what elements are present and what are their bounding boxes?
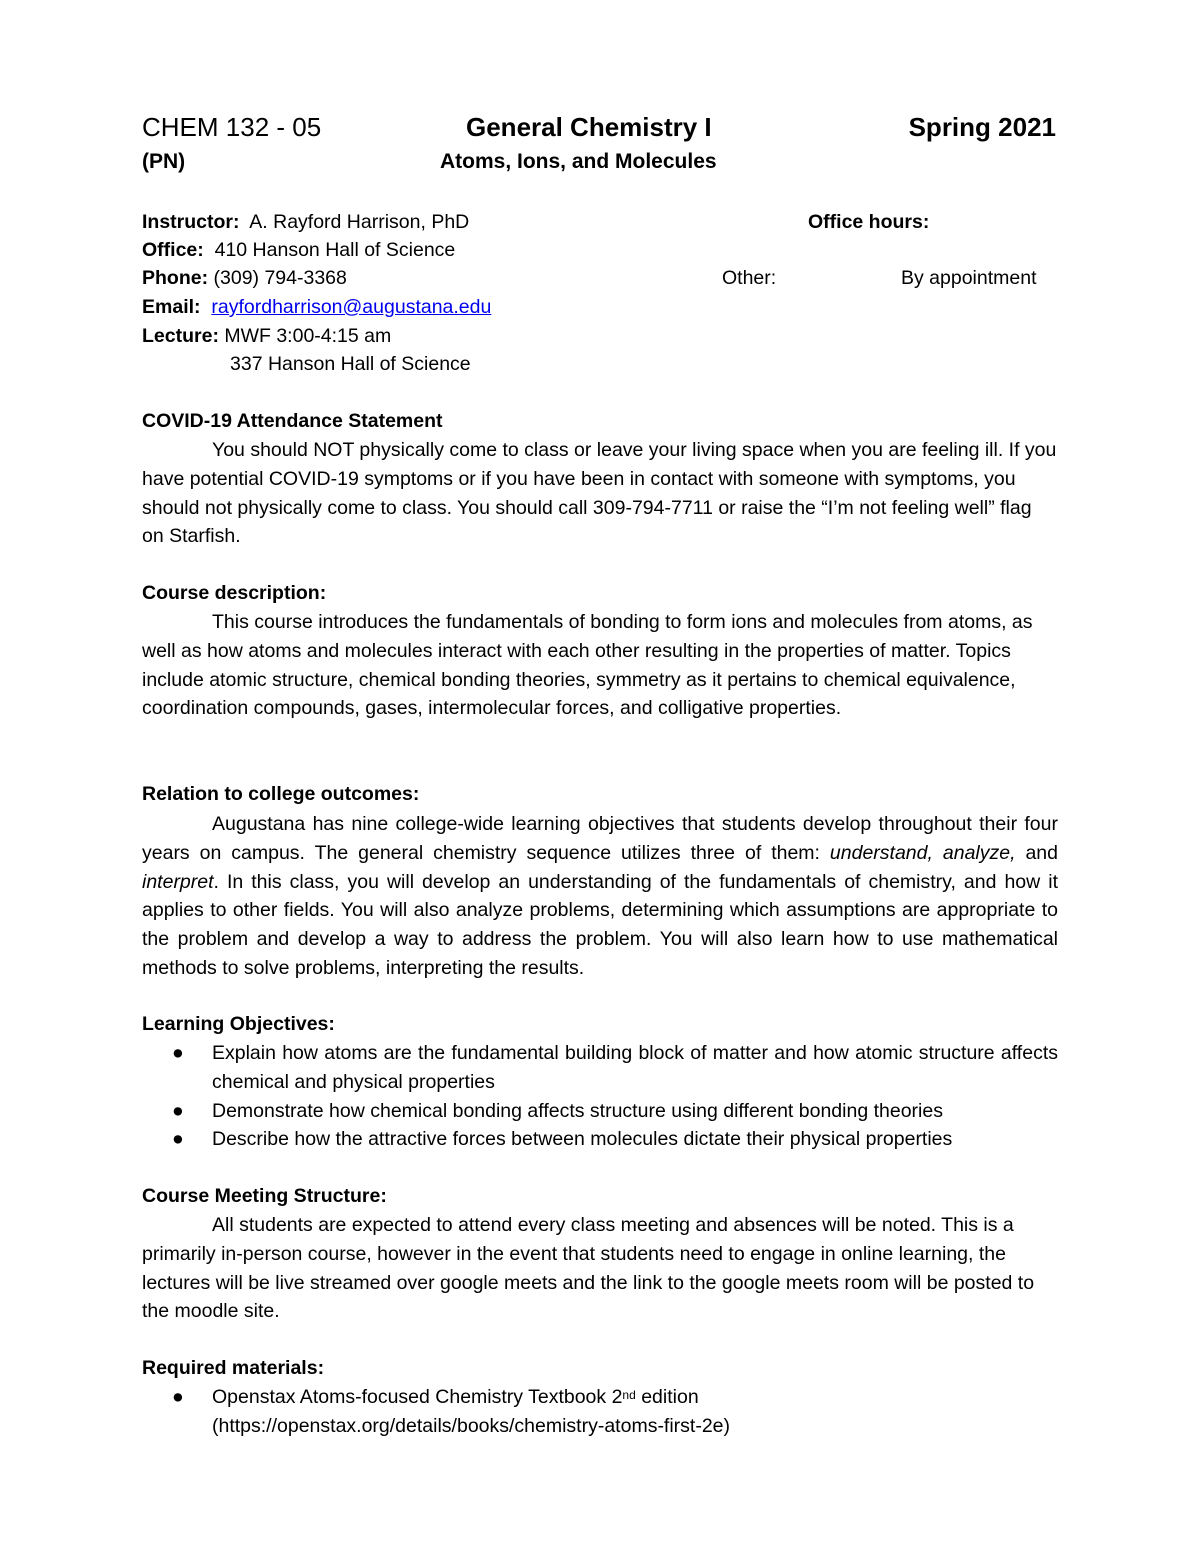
outcome-understand: understand, xyxy=(829,841,933,864)
material-url: (https://openstax.org/details/books/chemistry-atoms-first-2e) xyxy=(212,1414,731,1437)
description-paragraph xyxy=(142,608,1058,723)
material-text: Openstax Atoms-focused Chemistry Textbook 2 xyxy=(212,1386,623,1408)
meeting-body: All students are expected to attend every class meeting and absences will be noted. This is a primarily in-person course, however in the event that students need to engage in online learning, the lectures will be live streamed over google meets and the link to the google meets room will be posted to the moodle site. xyxy=(142,1214,1035,1323)
instructor-label: Instructor: xyxy=(142,211,240,233)
outcomes-and: and xyxy=(1015,841,1059,864)
course-title: General Chemistry I xyxy=(466,112,712,142)
description-heading: Course description: xyxy=(142,582,327,604)
lecture-label: Lecture: xyxy=(142,325,219,347)
objective-text: Explain how atoms are the fundamental building block of matter and how atomic structure affects chemical and physical properties xyxy=(212,1042,1058,1093)
objectives-list xyxy=(142,1039,1058,1154)
instructor-value: A. Rayford Harrison, PhD xyxy=(249,211,470,233)
office-line xyxy=(142,239,455,262)
bullet-icon: ● xyxy=(172,1128,184,1151)
covid-paragraph xyxy=(142,436,1058,551)
outcome-analyze: analyze, xyxy=(942,841,1016,864)
course-term: Spring 2021 xyxy=(908,112,1056,142)
list-item xyxy=(142,1125,1058,1154)
meeting-heading: Course Meeting Structure: xyxy=(142,1185,387,1207)
material-after: edition xyxy=(635,1386,699,1408)
outcomes-paragraph xyxy=(142,810,1058,983)
instructor-line xyxy=(142,211,469,234)
outcomes-heading: Relation to college outcomes: xyxy=(142,783,420,805)
office-value: 410 Hanson Hall of Science xyxy=(214,239,456,261)
email-link[interactable]: rayfordharrison@augustana.edu xyxy=(211,296,492,318)
materials-heading: Required materials: xyxy=(142,1357,325,1379)
office-hours-label: Office hours: xyxy=(808,211,930,233)
email-line xyxy=(142,296,491,319)
other-value: By appointment xyxy=(901,267,1037,289)
lecture-value: MWF 3:00-4:15 am xyxy=(224,325,392,347)
other-label: Other: xyxy=(722,267,777,289)
section-tag: (PN) xyxy=(142,150,186,173)
materials-list xyxy=(142,1383,1058,1441)
objective-text: Describe how the attractive forces between molecules dictate their physical properties xyxy=(212,1128,953,1151)
course-subtitle: Atoms, Ions, and Molecules xyxy=(440,150,717,173)
phone-line xyxy=(142,267,347,290)
list-item xyxy=(142,1383,1058,1441)
meeting-paragraph xyxy=(142,1211,1058,1326)
objective-text: Demonstrate how chemical bonding affects structure using different bonding theories xyxy=(212,1099,943,1122)
course-code: CHEM 132 - 05 xyxy=(142,112,322,142)
outcomes-body-2: . In this class, you will develop an understanding of the fundamentals of chemistry, and how it applies to other fields. You will also analyze problems, determining which assumptions are appropriate to the problem and develop a way to address the problem. You will also learn how to use mathematical methods to solve problems, interpreting the results. xyxy=(142,870,1058,979)
office-label: Office: xyxy=(142,239,204,261)
bullet-icon: ● xyxy=(172,1099,184,1122)
lecture-room: 337 Hanson Hall of Science xyxy=(230,353,471,375)
bullet-icon: ● xyxy=(172,1042,184,1064)
email-label: Email: xyxy=(142,296,201,318)
description-body: This course introduces the fundamentals of bonding to form ions and molecules from atoms, as well as how atoms and molecules interact with each other resulting in the properties of matter. Topics include atomic structure, chemical bonding theories, symmetry as it pertains to chemical equivalence, coordination compounds, gases, intermolecular forces, and colligative properties. xyxy=(142,611,1033,720)
outcomes-body-1: Augustana has nine college-wide learning objectives that students develop throughout their four years on campus. The general chemistry sequence utilizes three of them: xyxy=(142,813,1058,864)
bullet-icon: ● xyxy=(172,1386,184,1408)
material-sup: nd xyxy=(622,1388,636,1402)
outcome-interpret: interpret xyxy=(142,870,214,893)
lecture-line xyxy=(142,325,391,348)
phone-value: (309) 794-3368 xyxy=(213,267,347,289)
covid-heading: COVID-19 Attendance Statement xyxy=(142,410,443,432)
phone-label: Phone: xyxy=(142,267,209,289)
objectives-heading: Learning Objectives: xyxy=(142,1013,335,1035)
list-item xyxy=(142,1039,1058,1097)
covid-body: You should NOT physically come to class or leave your living space when you are feeling ill. If you have potential COVID-19 symptoms or if you have been in contact with someone with symptoms, you should not physically come to class. You should call 309-794-7711 or raise the “I’m not feeling well” flag on Starfish. xyxy=(142,439,1057,548)
list-item xyxy=(142,1097,1058,1126)
